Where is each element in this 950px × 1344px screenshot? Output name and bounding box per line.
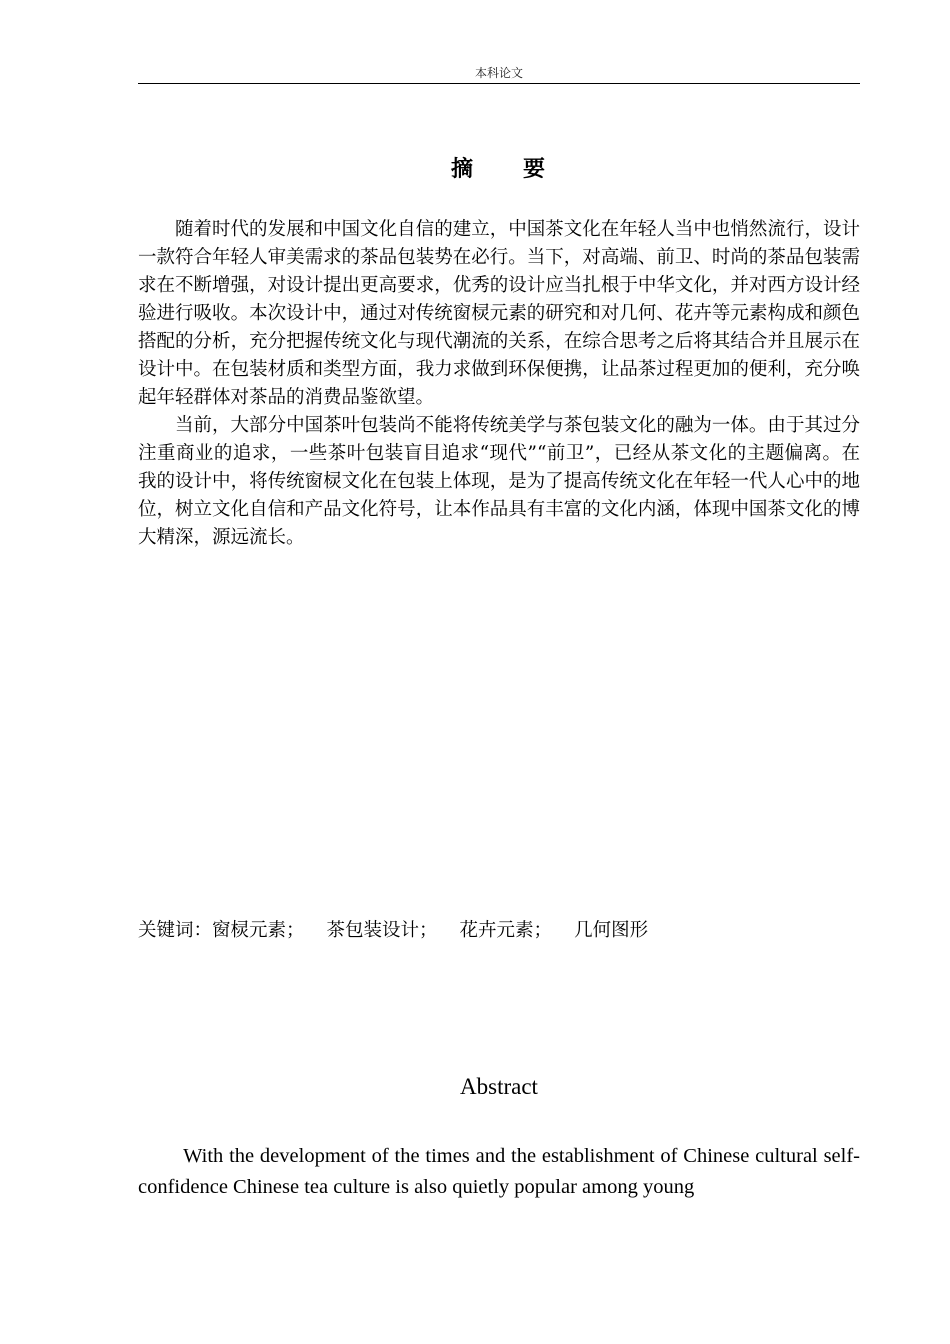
- abstract-title-en: Abstract: [460, 1074, 538, 1099]
- keywords-line: [138, 917, 860, 945]
- abstract-title-char-1: 摘: [450, 156, 475, 182]
- abstract-body-zh: [138, 216, 860, 552]
- keyword-item-3: 花卉元素；: [459, 920, 553, 941]
- keyword-item-2: 茶包装设计；: [326, 920, 438, 941]
- abstract-title-char-2: 要: [523, 156, 548, 182]
- keyword-item-4: 几何图形: [574, 920, 649, 941]
- abstract-body-en: [138, 1141, 860, 1203]
- abstract-title-zh: [138, 154, 860, 184]
- running-header: 本科论文: [474, 66, 523, 80]
- keyword-item-1: 窗棂元素；: [212, 920, 305, 941]
- keywords-label: 关键词：: [138, 920, 213, 941]
- header-rule: [138, 83, 860, 84]
- abstract-en-paragraph-1: With the development of the times and the establishment of Chinese cultural self-confidence Chinese tea culture is also quietly popular among young: [138, 1145, 860, 1198]
- abstract-zh-paragraph-2: 当前，大部分中国茶叶包装尚不能将传统美学与茶包装文化的融为一体。由于其过分注重商业的追求，一些茶叶包装盲目追求“现代”“前卫”，已经从茶文化的主题偏离。在我的设计中，将传统窗棂文化在包装上体现，是为了提高传统文化在年轻一代人心中的地位，树立文化自信和产品文化符号，让本作品具有丰富的文化内涵，体现中国茶文化的博大精深，源远流长。: [138, 415, 860, 548]
- abstract-zh-paragraph-1: 随着时代的发展和中国文化自信的建立，中国茶文化在年轻人当中也悄然流行，设计一款符合年轻人审美需求的茶品包装势在必行。当下，对高端、前卫、时尚的茶品包装需求在不断增强，对设计提出更高要求，优秀的设计应当扎根于中华文化，并对西方设计经验进行吸收。本次设计中，通过对传统窗棂元素的研究和对几何、花卉等元素构成和颜色搭配的分析，充分把握传统文化与现代潮流的关系，在综合思考之后将其结合并且展示在设计中。在包装材质和类型方面，我力求做到环保便携，让品茶过程更加的便利，充分唤起年轻群体对茶品的消费品鉴欲望。: [138, 219, 860, 408]
